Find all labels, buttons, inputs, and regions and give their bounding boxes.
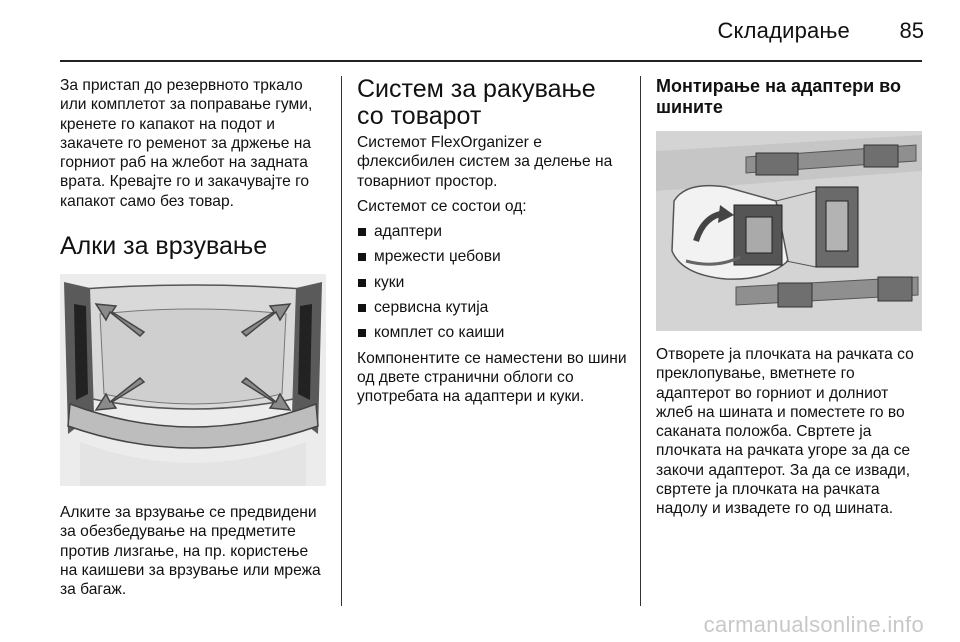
header-divider bbox=[60, 60, 922, 62]
cargo-tie-down-eyes-illustration bbox=[60, 274, 326, 486]
column-left bbox=[60, 76, 328, 600]
load-management-heading: Систем за ракување со товарот bbox=[357, 75, 596, 130]
bullet-icon bbox=[358, 329, 366, 337]
bullet-icon bbox=[358, 253, 366, 261]
column-divider-1 bbox=[341, 76, 342, 606]
adapter-mounting-heading: Монтирање на адаптери во шините bbox=[656, 76, 901, 117]
list-item: сервисна кутија bbox=[357, 298, 627, 317]
watermark: carmanualsonline.info bbox=[703, 612, 924, 637]
tie-down-eyes-heading: Алки за врзување bbox=[60, 232, 268, 261]
column-middle bbox=[357, 76, 627, 407]
list-item: куки bbox=[357, 273, 627, 292]
list-item: мрежести џебови bbox=[357, 247, 627, 266]
tie-down-eyes-figure bbox=[60, 274, 326, 486]
bullet-icon bbox=[358, 228, 366, 236]
rail-adapter-mounting-illustration bbox=[656, 131, 922, 331]
components-list bbox=[357, 222, 627, 342]
page-number: 85 bbox=[899, 18, 924, 43]
spare-wheel-access-paragraph: За пристап до резервното тркало или комплетот за поправање гуми, кренете го капакот на подот и закачете го ременот за држење на горниот раб на жлебот на задната врата. Кревајте го и закачувајте го капакот само без товар. bbox=[60, 77, 313, 210]
tie-down-eyes-caption: Алките за врзување се предвидени за обезбедување на предметите против лизгање, на пр. користење на каишеви за врзување или мрежа за багаж. bbox=[60, 504, 321, 599]
column-right bbox=[656, 76, 926, 519]
system-consists-of: Системот се состои од: bbox=[357, 197, 527, 215]
list-item: комплет со каиши bbox=[357, 323, 627, 342]
section-title: Складирање bbox=[717, 18, 850, 43]
flexorganizer-intro: Системот FlexOrganizer е флексибилен систем за делење на товарниот простор. bbox=[357, 134, 613, 190]
adapter-mounting-figure bbox=[656, 131, 922, 331]
column-divider-2 bbox=[640, 76, 641, 606]
adapter-mounting-paragraph: Отворете ја плочката на рачката со преклопување, вметнете го адаптерот во горниот и долниот жлеб на шината и поместете го во саканата положба. Свртете ја плочката на рачката угоре за да се закочи адаптерот. За да се извади, свртете ја плочката на рачката надолу и извадете го од шината. bbox=[656, 346, 914, 518]
page-header bbox=[0, 0, 960, 62]
bullet-icon bbox=[358, 279, 366, 287]
list-item: адаптери bbox=[357, 222, 627, 241]
components-mounting-paragraph: Компонентите се наместени во шини од двете странични облоги со употребата на адаптери и куки. bbox=[357, 349, 627, 406]
bullet-icon bbox=[358, 304, 366, 312]
